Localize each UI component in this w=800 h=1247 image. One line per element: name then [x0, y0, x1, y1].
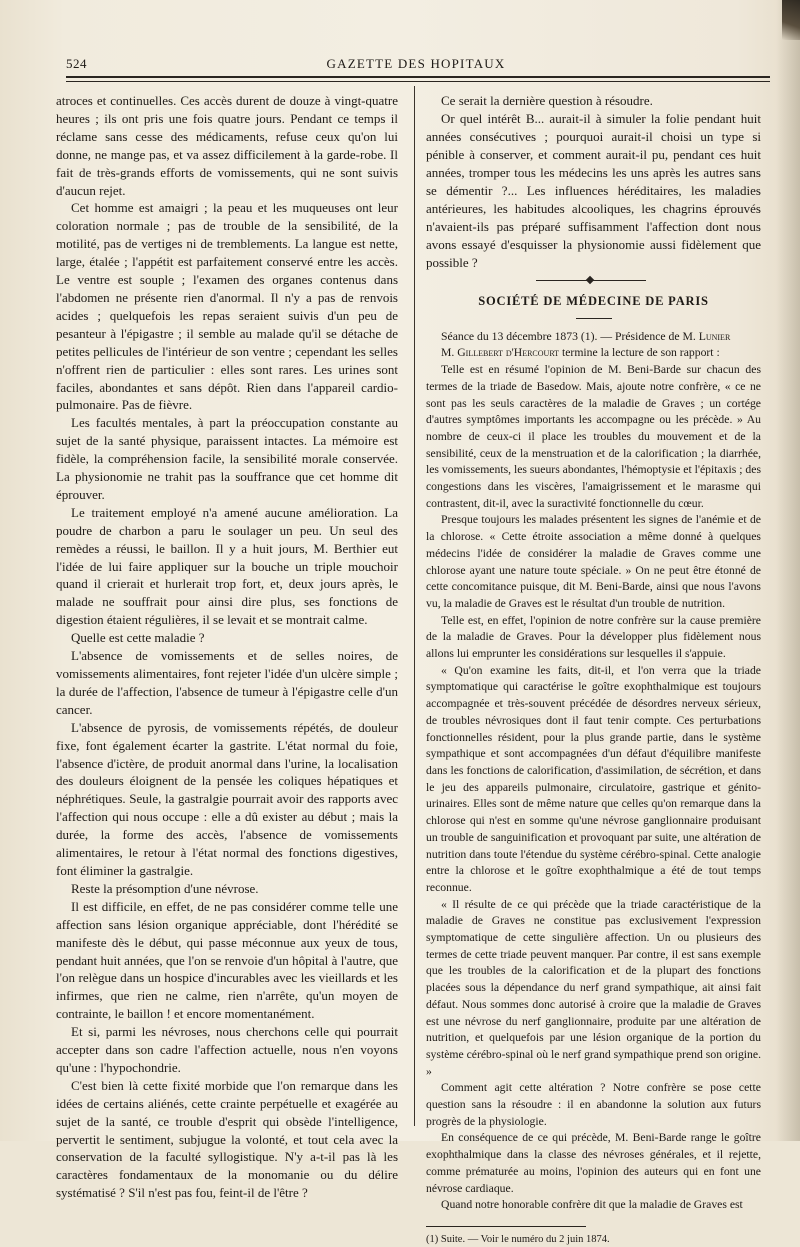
- paragraph: Reste la présomption d'une névrose.: [71, 880, 259, 896]
- paragraph: Or quel intérêt B... aurait-il à simuler la folie pendant huit années consécutives ; pourquoi aurait-il choisi un type si pénible à conserver, et comment aurait-il pu, pendant ces huit années, tromper tous les médecins les uns après les autres sans se démentir ?... Les influences héréditaires, les maladies antérieures, les habitudes alcooliques, les chagrins éprouvés n'avaient-ils pas préparé suffisamment l'affection dont nous avons essayé d'esquisser la physionomie aussi fidèlement que possible ?: [426, 111, 761, 270]
- paragraph: atroces et continuelles. Ces accès durent de douze à vingt-quatre heures ; ils ont pris une fois quatre jours. Pendant ce temps il réclame sans cesse des médicaments, refuse ceux qu'on lui donne, ne mange pas, et va assez difficilement à la garde-robe. Il fait de très-grands efforts de vomissements, qui ne sont suivis d'aucun rejet.: [56, 93, 398, 198]
- page-corner-fold: [782, 0, 800, 40]
- speaker-line: [426, 345, 761, 362]
- paragraph: Il est difficile, en effet, de ne pas considérer comme telle une affection sans lésion organique appréciable, dont l'hérédité se manifeste dès le début, qui passe méconnue aux yeux de tous, pendant huit années, que l'on se renvoie d'un hôpital à l'autre, que l'on relègue dans un hospice d'incurables avec les vieillards et les infirmes, que rien ne calme, rien n'arrête, qu'un moyen de contrainte, le baillon ! et encore momentanément.: [56, 898, 398, 1022]
- header-rule-thin: [66, 81, 770, 82]
- section-ornament: [426, 277, 761, 283]
- paragraph: C'est bien là cette fixité morbide que l'on remarque dans les idées de certains aliénés, cette crainte perpétuelle et exagérée au sujet de la santé, ce trouble d'esprit qui obsède l'intelligence, pervertit le sentiment, subjugue la volonté, et tout cela avec la conservation de la faculté syllogistique. N'y a-t-il pas là les caractères fondamentaux de la monomanie ou du délire systématisé ? S'il n'est pas fou, feint-il de l'être ?: [56, 1077, 398, 1201]
- page-number: 524: [66, 56, 87, 71]
- president-name: Lunier: [698, 329, 731, 343]
- paragraph: Telle est, en effet, l'opinion de notre confrère sur la cause première de la maladie de Graves. Pour la développer plus fidèlement nous allons lui emprunter les considérations sur lesquelles il s'appuie.: [426, 613, 761, 661]
- speaker-tail: termine la lecture de son rapport :: [559, 346, 720, 360]
- session-line-start: Séance du 13 décembre 1873 (1). — Présidence de M.: [441, 329, 699, 343]
- paragraph: Presque toujours les malades présentent les signes de l'anémie et de la chlorose. « Cette étroite association a même donné à quelques médecins l'idée de considérer la maladie de Graves comme une chlorose ayant une nature toute spéciale. » On ne peut être étonné de cette concomitance puisque, dit M. Beni-Barde, ainsi que nous l'avons vu, la maladie de Graves est le résultat d'un trouble de nutrition.: [426, 513, 761, 610]
- paragraph: Comment agit cette altération ? Notre confrère se pose cette question sans la résoudre : il en abandonne la solution aux futurs progrès de la physiologie.: [426, 1081, 761, 1128]
- left-column: [56, 92, 398, 1202]
- paragraph: Et si, parmi les névroses, nous cherchons celle qui pourrait accepter dans son cadre l'affection actuelle, nous n'en voyons qu'une : l'hypochondrie.: [56, 1024, 398, 1075]
- paragraph: L'absence de pyrosis, de vomissements répétés, de douleur fixe, font également écarter la gastrite. L'état normal du foie, l'absence d'ictère, de produit anormal dans l'urine, la localisation des douleurs éloignent de la pensée les coliques hépatiques et néphrétiques. Seule, la gastralgie pourrait avoir des rapports avec l'affection qui nous occupe : elle a dû exister au début ; mais la durée, la forme des accès, l'absence de vomissements alimentaires, le retour à l'état normal des fonctions digestives, font éliminer la gastralgie.: [56, 719, 398, 878]
- section-rule: [576, 318, 612, 319]
- paragraph: Quelle est cette maladie ?: [71, 630, 205, 646]
- ornament-diamond-icon: [586, 276, 594, 284]
- paragraph: Cet homme est amaigri ; la peau et les muqueuses ont leur coloration normale ; pas de trouble de la sensibilité, de la motilité, pas de vertiges ni de tremblements. La langue est nette, large, étalée ; l'appétit est parfaitement conservé entre les accès. Le ventre est souple ; l'examen des organes contenus dans l'abdomen ne présente rien d'anormal. Il n'y a pas de renvois acides ; quelquefois les repas seraient suivis d'un peu de pesanteur à l'épigastre ; il semble au malade qu'il se détache de petites pellicules de l'intérieur de son ventre ; cependant les selles n'offrent rien de particulier : elles sont rares. Les urines sont faciles, abondantes et sans dépôt. Rien dans l'appareil cardio-pulmonaire. Pas de fièvre.: [56, 200, 398, 413]
- right-column: [426, 92, 761, 1247]
- paragraph: Quand notre honorable confrère dit que la maladie de Graves est: [441, 1198, 743, 1212]
- paragraph: Les facultés mentales, à part la préoccupation constante au sujet de la santé physique, paraissent intactes. La mémoire est fidèle, la compréhension facile, la sensibilité morale conservée. La physionomie ne trahit pas la souffrance que cet homme dit éprouver.: [56, 415, 398, 502]
- column-divider: [414, 86, 415, 1126]
- paragraph: En conséquence de ce qui précède, M. Beni-Barde range le goître exophthalmique dans la classe des névroses générales, et il rejette, comme prématurée au moins, l'opinion des auteurs qui en font une névrose cardiaque.: [426, 1131, 761, 1195]
- paragraph: Telle est en résumé l'opinion de M. Beni-Barde sur chacun des termes de la triade de Basedow. Mais, ajoute notre confrère, « ce ne sont pas les seuls caractères de la maladie de Graves ; un cortége d'autres symptômes importants les accompagne ou les précède. » Au nombre de ceux-ci il place les troubles du mouvement et de la sensibilité, ceux de la menstruation et de la calorification ; la diarrhée, les vomissements, les sueurs abondantes, l'hémoptysie et l'épitaxis ; des congestions dans les viscères, l'amaigrissement et le marasme qui contrastent, dit-il, avec la suractivité fonctionnelle du cœur.: [426, 363, 761, 510]
- paragraph: L'absence de vomissements et de selles noires, de vomissements alimentaires, font rejeter l'idée d'un ulcère simple ; la durée de l'affection, l'absence de tumeur à l'épigastre celle d'un cancer.: [56, 648, 398, 717]
- session-line: [426, 329, 761, 346]
- header-rule-thick: [66, 76, 770, 78]
- page-header: [66, 52, 766, 74]
- page-edge-shadow: [776, 0, 800, 1141]
- paragraph: Ce serait la dernière question à résoudre.: [441, 93, 653, 108]
- paragraph: « Il résulte de ce qui précède que la triade caractéristique de la maladie de Graves ne constitue pas exclusivement l'expression symptomatique de cette singulière affection. Un ou plusieurs des termes de cette triade peuvent manquer. Par contre, il est sans exemple que les troubles de la calorification et de la plupart des fonctions placées sous la dépendance du nerf grand sympathique, ait ainsi fait défaut. Nous sommes donc autorisé à croire que la maladie de Graves est une névrose du nerf ganglionnaire, produite par une altération de nutrition, et quelquefois par une lésion organique de la portion du système cérébro-spinal où le nerf grand sympathique prend son origine. »: [426, 897, 761, 1078]
- speaker-name: M. Gillebert d'Hercourt: [441, 346, 560, 360]
- section-title: SOCIÉTÉ DE MÉDECINE DE PARIS: [478, 294, 709, 308]
- journal-title: GAZETTE DES HOPITAUX: [326, 56, 506, 71]
- footnote-rule: [426, 1226, 586, 1227]
- footnote: (1) Suite. — Voir le numéro du 2 juin 1874.: [426, 1233, 610, 1245]
- paragraph: Le traitement employé n'a amené aucune amélioration. La poudre de charbon a paru le soulager un peu. Un seul des remèdes a réussi, le baillon. Il y a huit jours, M. Berthier eut l'idée de lui faire appliquer sur la bouche un triple mouchoir quand il crierait et hurlerait trop fort, et, deux jours après, le malade ne souffrait pour ainsi dire plus, ses fonctions de digestion étaient régulières, il se levait et se montrait calme.: [56, 504, 398, 628]
- paragraph: « Qu'on examine les faits, dit-il, et l'on verra que la triade symptomatique qui caractérise le goître exophthalmique est toujours accompagnée et très-souvent précédée de désordres nerveux sérieux, de troubles névrosiques dont il faut tenir compte. Ces perturbations fonctionnelles résident, pour la plus grande partie, dans le système sympathique et sont accompagnées d'un défaut d'équilibre manifeste dans les fonctions de calorification, d'assimilation, de sécrétion, et dans le jeu des appareils pulmonaire, circulatoire, gastrique et génito-urinaires. Elles sont de même nature que celles qu'on remarque dans la chlorose qui n'est en somme qu'une névrose ganglionnaire produisant un trouble de sanguinification et provoquant par suite, une altération de nutrition dans toute l'étendue du système cérébro-spinal. Cette analogie entre la chlorose et le goître exophthalmique a été de tout temps reconnue.: [426, 663, 761, 894]
